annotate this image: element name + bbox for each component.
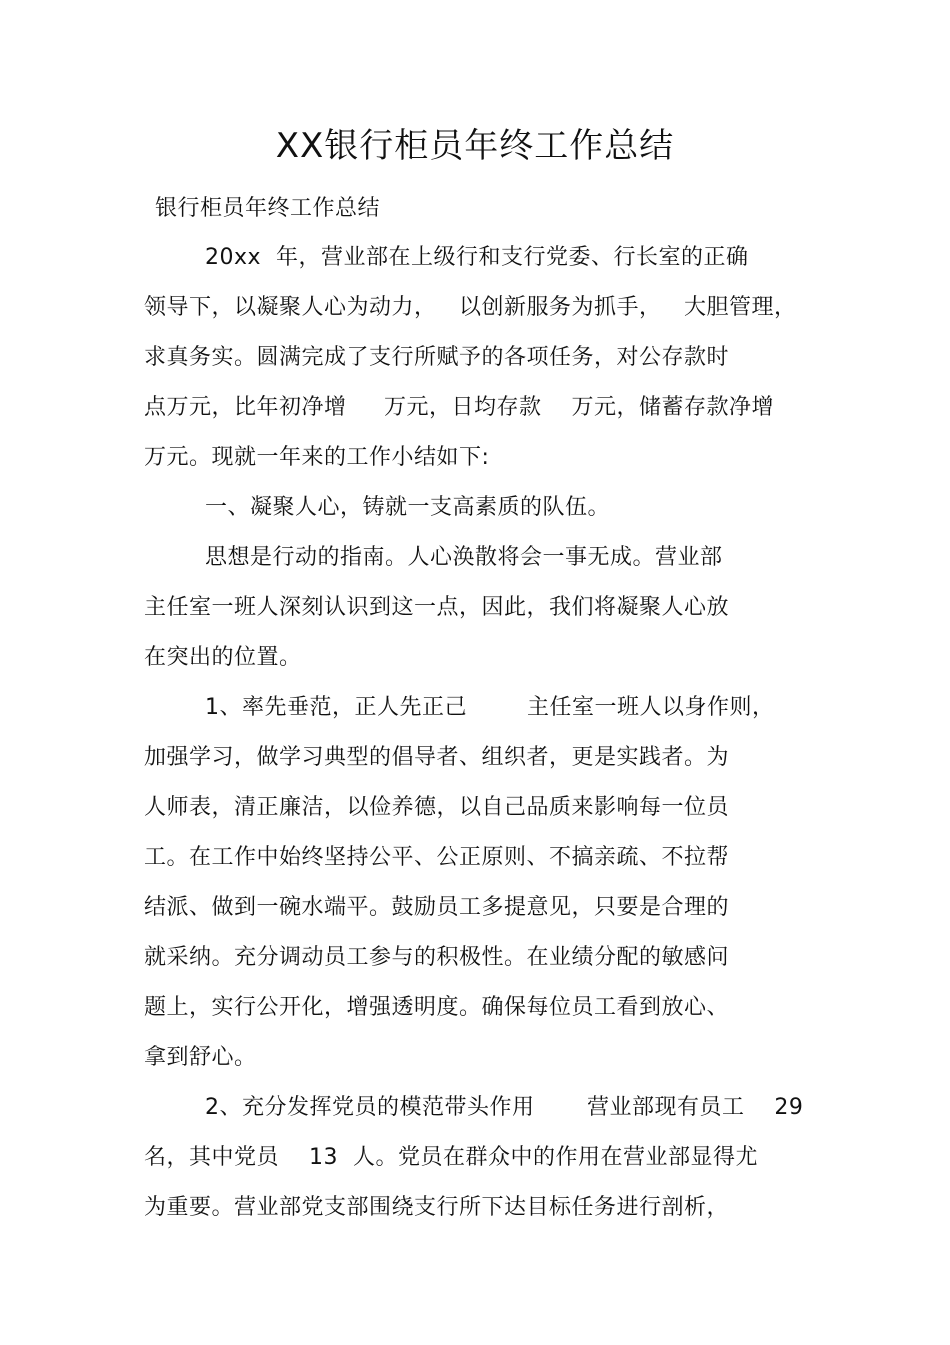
paragraph-line: 1、率先垂范，正人先正己 主任室一班人以身作则，: [205, 695, 775, 720]
paragraph-line: 20xx 年，营业部在上级行和支行党委、行长室的正确: [205, 245, 749, 270]
paragraph-line: 领导下，以凝聚人心为动力， 以创新服务为抓手， 大胆管理，: [144, 295, 797, 320]
document-subtitle: 银行柜员年终工作总结: [155, 196, 381, 221]
paragraph-line: 点万元，比年初净增 万元，日均存款 万元，储蓄存款净增: [144, 395, 774, 420]
paragraph-line: 2、充分发挥党员的模范带头作用 营业部现有员工 29: [205, 1095, 804, 1120]
section-heading: 一、凝聚人心，铸就一支高素质的队伍。: [205, 495, 611, 520]
paragraph-line: 加强学习，做学习典型的倡导者、组织者，更是实践者。为: [144, 745, 730, 770]
paragraph-line: 万元。现就一年来的工作小结如下:: [144, 445, 490, 470]
paragraph-line: 拿到舒心。: [144, 1045, 257, 1070]
paragraph-line: 人师表，清正廉洁，以俭养德，以自己品质来影响每一位员: [144, 795, 730, 820]
paragraph-line: 主任室一班人深刻认识到这一点，因此，我们将凝聚人心放: [144, 595, 730, 620]
paragraph-line: 名，其中党员 13 人。党员在群众中的作用在营业部显得尤: [144, 1145, 758, 1170]
paragraph-line: 结派、做到一碗水端平。鼓励员工多提意见，只要是合理的: [144, 895, 730, 920]
document-title: XX银行柜员年终工作总结: [275, 126, 675, 166]
paragraph-line: 求真务实。圆满完成了支行所赋予的各项任务，对公存款时: [144, 345, 730, 370]
paragraph-line: 工。在工作中始终坚持公平、公正原则、不搞亲疏、不拉帮: [144, 845, 730, 870]
paragraph-line: 就采纳。充分调动员工参与的积极性。在业绩分配的敏感问: [144, 945, 730, 970]
paragraph-line: 在突出的位置。: [144, 645, 302, 670]
paragraph-line: 思想是行动的指南。人心涣散将会一事无成。营业部: [205, 545, 723, 570]
paragraph-line: 题上，实行公开化，增强透明度。确保每位员工看到放心、: [144, 995, 730, 1020]
paragraph-line: 为重要。营业部党支部围绕支行所下达目标任务进行剖析，: [144, 1195, 730, 1220]
